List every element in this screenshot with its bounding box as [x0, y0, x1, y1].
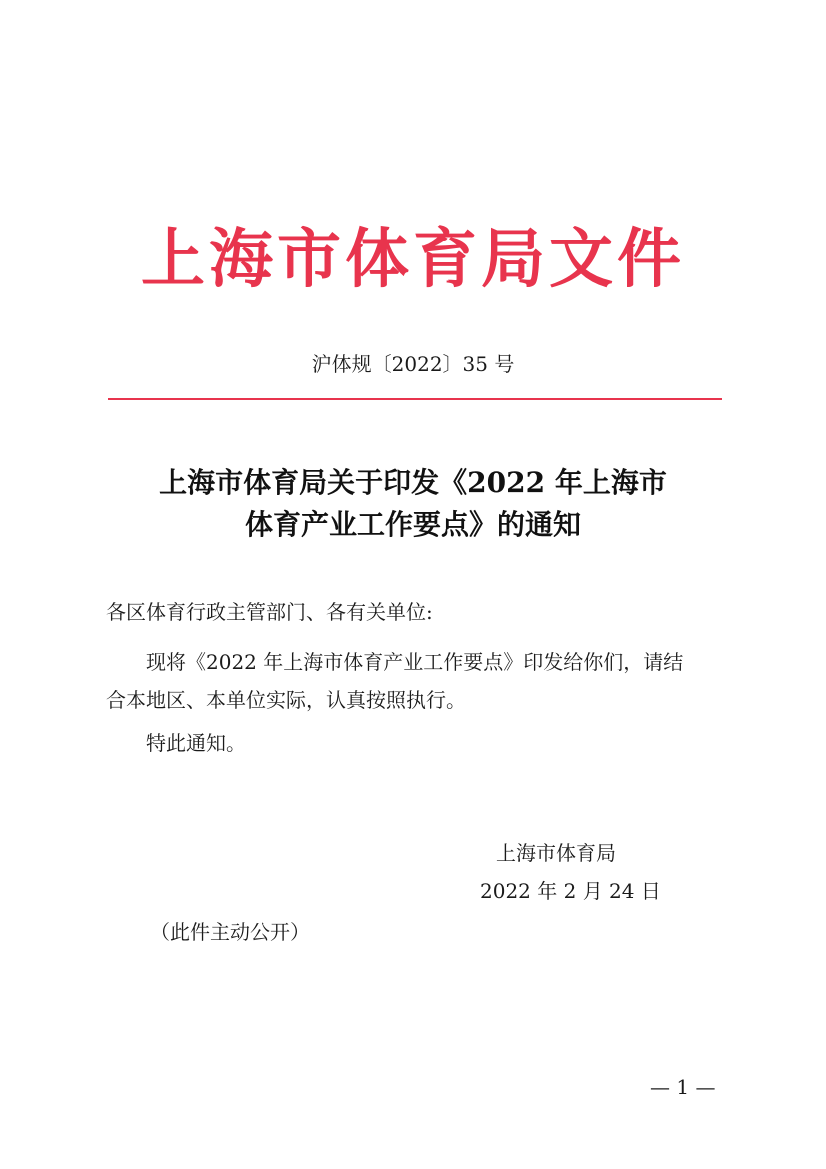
closing-phrase: 特此通知。	[146, 731, 246, 755]
notice-title-line-2: 体育产业工作要点》的通知	[244, 508, 581, 541]
body-line-1: 现将《2022 年上海市体育产业工作要点》印发给你们，请结	[146, 650, 684, 674]
body-paragraph	[106, 643, 726, 719]
notice-title	[0, 462, 826, 546]
issue-date: 2022 年 2 月 24 日	[480, 879, 661, 903]
issuing-authority: 上海市体育局	[496, 841, 616, 865]
document-number: 沪体规〔2022〕35 号	[311, 352, 515, 376]
disclosure-note: （此件主动公开）	[150, 920, 310, 944]
page-number: — 1 —	[650, 1075, 716, 1099]
red-divider-line	[108, 398, 722, 400]
masthead-title: 上海市体育局文件	[141, 222, 685, 297]
notice-title-line-1: 上海市体育局关于印发《2022 年上海市	[159, 466, 667, 499]
body-line-2: 合本地区、本单位实际，认真按照执行。	[106, 688, 466, 712]
salutation: 各区体育行政主管部门、各有关单位:	[106, 600, 433, 624]
